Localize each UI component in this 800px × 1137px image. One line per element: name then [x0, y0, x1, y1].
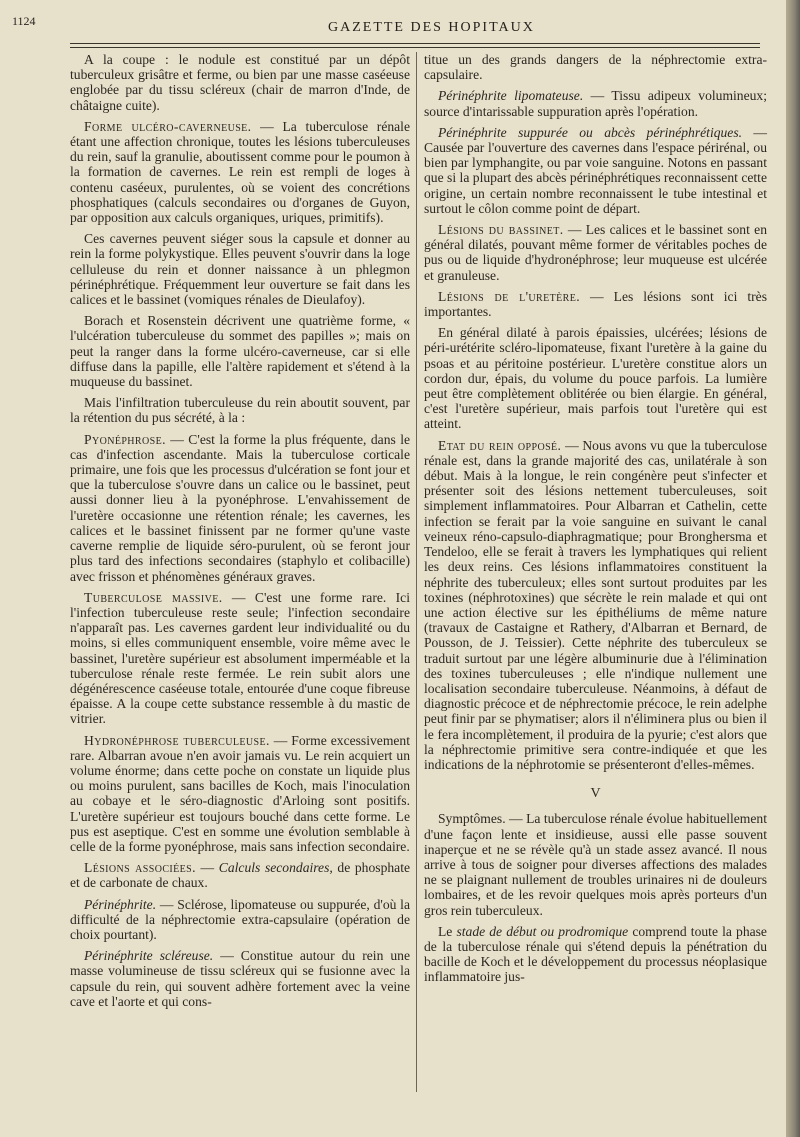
paragraph: Tuberculose massive. — C'est une forme rare. Ici l'infection tuberculeuse reste seule; l'infection secondaire n'apparaît pas. Les cavernes gardent leur individualité ou du moins, si elles communiquent ensemble, voire même avec le bassinet, l'uretère supérieur est absolument imperméable et la tuberculose rénale reste fermée. Le rein subit alors une dégénérescence caséeuse totale, entourée d'une coque fibreuse épaisse. A la coupe cette substance ressemble à du mastic de vitrier.: [70, 589, 410, 727]
paragraph: Borach et Rosenstein décrivent une quatrième forme, « l'ulcération tuberculeuse du sommet des papilles »; mais on peut la ranger dans la forme ulcéro-caverneuse, car si elle diffuse dans la papille, elle l'altère rapidement et s'étend à la muqueuse du bassinet.: [70, 313, 410, 390]
paragraph: A la coupe : le nodule est constitué par un dépôt tuberculeux grisâtre et ferme, ou bien par une masse caséeuse englobée par du tissu scléreux (chair de marron d'Inde, de châtaigne cuite).: [70, 52, 410, 113]
section-heading: Forme ulcéro-caverneuse.: [84, 118, 252, 134]
paragraph: Hydronéphrose tuberculeuse. — Forme excessivement rare. Albarran avoue n'en avoir jamais vu. Le rein acquiert un volume énorme; dans cette poche on constate un liquide plus ou moins purulent, sans bacilles de Koch, mais l'inoculation au cobaye et le séro-diagnostic d'Arloing sont positifs. L'uretère supérieur est toujours bouché dans cette forme. Le pus est aseptique. C'est en somme une évolution semblable à celle de la forme pyonéphrose, mais sans infection secondaire.: [70, 732, 410, 854]
page-number: 1124: [12, 14, 36, 28]
paragraph: titue un des grands dangers de la néphrectomie extra-capsulaire.: [424, 52, 767, 83]
paragraph: Périnéphrite. — Sclérose, lipomateuse ou suppurée, d'où la difficulté de la néphrectomie extra-capsulaire (opération de choix pourtant).: [70, 896, 410, 942]
paragraph: Ces cavernes peuvent siéger sous la capsule et donner au rein la forme polykystique. Elles peuvent s'ouvrir dans la loge celluleuse du rein et donner naissance à un phlegmon périnéphrétique. Fréquemment leur ouverture se fait dans les calices et le bassinet (vomiques rénales de Dieulafoy).: [70, 231, 410, 308]
paragraph: En général dilaté à parois épaissies, ulcérées; lésions de péri-urétérite scléro-lipomateuse, fixant l'uretère à la gaine du psoas et au péritoine postérieur. L'uretère constitue alors un cordon dur, épais, du volume du pouce parfois. La lumière peut être complètement oblitérée ou bien élargie. En général, c'est l'uretère supérieur, mais parfois tout l'uretère qui est atteint.: [424, 325, 767, 432]
section-heading: Lésions du bassinet.: [438, 222, 564, 238]
paragraph: Symptômes. — La tuberculose rénale évolue habituellement d'une façon lente et insidieuse, aussi elle passe souvent inaperçue et ne se révèle qu'à un stade assez avancé. Il nous arrive à tous de soigner pour diverses affections des malades ne se plaignant nullement de troubles urinaires ni de douleurs lombaires, et de les revoir quelques mois après porteurs d'un gros rein tuberculeux.: [424, 811, 767, 918]
column-divider: [416, 52, 417, 1092]
page-header: [0, 0, 786, 52]
paragraph: Lésions du bassinet. — Les calices et le bassinet sont en général dilatés, pouvant même former de véritables poches de pus ou de liquide d'hydronéphrose; leur muqueuse est ulcérée et granuleuse.: [424, 222, 767, 283]
section-heading: Lésions de l'uretère.: [438, 288, 581, 304]
section-heading: Tuberculose massive.: [84, 589, 223, 605]
paragraph: Etat du rein opposé. — Nous avons vu que la tuberculose rénale est, dans la grande majorité des cas, unilatérale à son début. Mais à la longue, le rein congénère peut s'infecter et présenter soit des lésions nettement tuberculeuses, soit simplement inflammatoires. Pour Albarran et Cathelin, cette infection se ferait par la voie sanguine en suivant le canal veineux réno-capsulo-diaphragmatique; pour Bronghersma et Tendeloo, elle se ferait à travers les lymphatiques qui relient les deux reins. Ces lésions inflammatoires constituent la néphrite des tuberculeux; elles sont surtout produites par les toxines (néphrotoxines) que sécrète le rein malade et qui ont une action élective sur les épithéliums de même nature (travaux de Castaigne et Rathery, d'Albarran et Bernard, de Pousson, de J. Teissier). Cette néphrite des tuberculeux se traduit surtout par une légère albuminurie due à l'élimination des toxines tuberculeuses ; elle n'indique nullement une localisation secondaire tuberculeuse. Néanmoins, à défaut de diagnostic précoce et de néphrectomie précoce, le rein adelphe peut finir par se phymatiser; alors il n'éliminera plus ou bien il le fera incomplètement, il produira de la pyurie; c'est alors que la néphrectomie primitive sera contre-indiquée et que les indications de la néphrotomie se présenteront d'elles-mêmes.: [424, 437, 767, 772]
paragraph: Mais l'infiltration tuberculeuse du rein aboutit souvent, par la rétention du pus sécrété, à la :: [70, 395, 410, 426]
header-rule-thin: [70, 47, 760, 48]
paragraph: Lésions associées. — Calculs secondaires, de phosphate et de carbonate de chaux.: [70, 860, 411, 891]
paragraph: Le stade de début ou prodromique comprend toute la phase de la tuberculose rénale qui s'étend depuis la pénétration du bacille de Koch et le développement du processus néoplasique inflammatoire jus-: [424, 923, 767, 985]
section-heading: Lésions associées.: [84, 860, 196, 876]
paragraph: Périnéphrite suppurée ou abcès périnéphrétiques. — Causée par l'ouverture des cavernes dans l'espace périrénal, ou bien par lymphangite, ou par voie sanguine. Notons en passant que si la plupart des abcès périnéphrétiques reconnaissent cette origine, un certain nombre reconnaissent le tube intestinal et surtout le côlon comme point de départ.: [424, 124, 767, 216]
section-numeral: V: [590, 786, 601, 802]
page-edge: [786, 0, 800, 1137]
paragraph: Périnéphrite scléreuse. — Constitue autour du rein une masse volumineuse de tissu scléreux qui se fusionne avec la capsule du rein, qui souvent adhère fortement avec la veine cave et l'aorte et qui cons-: [70, 948, 410, 1009]
running-title: GAZETTE DES HOPITAUX: [328, 20, 535, 35]
paragraph: Lésions de l'uretère. — Les lésions sont ici très importantes.: [424, 288, 767, 320]
header-rule: [70, 43, 760, 44]
section-heading: Symptômes.: [438, 811, 506, 827]
section-heading: Pyonéphrose.: [84, 431, 166, 447]
left-column: [70, 52, 410, 1015]
paragraph: Périnéphrite lipomateuse. — Tissu adipeux volumineux; source d'intarissable suppuration après l'opération.: [424, 88, 768, 119]
right-column: [424, 52, 767, 991]
paragraph: Forme ulcéro-caverneuse. — La tuberculose rénale étant une affection chronique, toutes les lésions tuberculeuses du rein, sauf la granulie, aboutissent comme pour le poumon à la formation de cavernes. Le rein est rempli de loges à contenu caséeux, purulentes, où se voient des concrétions phosphatiques (calculs secondaires ou d'organes de Guyon, par opposition aux calculs organiques, uriques, primitifs).: [70, 118, 410, 226]
paragraph: Pyonéphrose. — C'est la forme la plus fréquente, dans le cas d'infection ascendante. Mais la tuberculose corticale primaire, une fois que les processus d'ulcération se font jour et que la tuberculose s'ouvre dans un calice ou le bassinet, peut aussi donner lieu à la pyonéphrose. L'envahissement de l'uretère occasionne une rétention rénale; les cavernes, les calices et le bassinet finissent par ne former qu'une vaste caverne remplie de liquide séro-purulent, où se feront jour plus tard des infections secondaires (staphylo et colibacille) avec frisson et phénomènes généraux graves.: [70, 431, 410, 584]
section-heading: Hydronéphrose tuberculeuse.: [84, 732, 270, 748]
section-heading: Etat du rein opposé.: [438, 437, 562, 453]
